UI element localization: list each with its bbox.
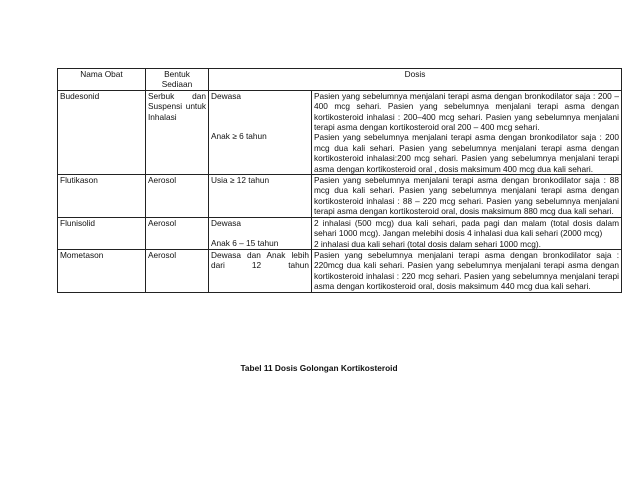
dose-text: 2 inhalasi dua kali sehari (total dosis dalam sehari 1000 mcg). — [314, 238, 541, 249]
dose-text: 2 inhalasi (500 mcg) dua kali sehari, pada pagi dan malam (total dosis dalam sehari 1000 mcg). Jangan melebihi dosis 4 inhalasi dua kali sehari (2000 mcg) — [314, 217, 619, 239]
dosage-form: Aerosol — [146, 217, 209, 249]
dose-text: Pasien yang sebelumnya menjalani terapi asma dengan bronkodilator saja : 88 mcg dua kali sehari. Pasien yang sebelumnya menjalani terapi asma dengan kortikosteroid inhalasi : 88 – 220 mcg sehari. Pasien yang sebelumnya menjalani terapi asma dengan kortikosteroid oral, dosis maksimum 880 mcg dua kali sehari. — [312, 175, 622, 218]
table-row — [58, 249, 622, 292]
dosage-form: Aerosol — [146, 249, 209, 292]
drug-name: Flutikason — [58, 175, 146, 218]
table-caption: Tabel 11 Dosis Golongan Kortikosteroid — [240, 363, 398, 373]
table-row — [58, 217, 622, 249]
table-row — [58, 90, 622, 174]
patient-group: Anak 6 – 15 tahun — [211, 238, 279, 249]
patient-group: Dewasa — [211, 90, 241, 101]
patient-group: Dewasa — [211, 217, 241, 228]
header-dosage-form: Bentuk Sediaan — [146, 69, 209, 91]
table-row — [58, 175, 622, 218]
patient-group: Anak ≥ 6 tahun — [211, 131, 267, 142]
dosage-form: Serbuk dan Suspensi untuk Inhalasi — [146, 90, 209, 174]
dosage-form: Aerosol — [146, 175, 209, 218]
dose-text: Pasien yang sebelumnya menjalani terapi asma dengan bronkodilator saja : 220mcg dua kali sehari. Pasien yang sebelumnya menjalani terapi asma dengan kortikosteroid inhalasi : 220 mcg sehari. Pasien yang sebelumnya menjalani terapi asma dengan kortikosteroid oral, dosis maksimum 440 mcg dua kali sehari. — [312, 249, 622, 292]
patient-group-cell — [209, 217, 312, 249]
drug-name: Flunisolid — [58, 217, 146, 249]
table-header-row — [58, 69, 622, 91]
patient-group: Usia ≥ 12 tahun — [209, 175, 312, 218]
dose-table — [57, 68, 622, 293]
header-dose: Dosis — [209, 69, 622, 91]
dose-text: Pasien yang sebelumnya menjalani terapi asma dengan bronkodilator saja : 200 – 400 mcg sehari. Pasien yang sebelumnya menjalani terapi asma dengan kortikosteroid inhalasi : 200–400 mcg sehari. Pasien yang sebelumnya menjalani terapi asma dengan kortikosteroid oral 200 – 400 mcg sehari. — [314, 90, 619, 133]
dose-cell — [312, 90, 622, 174]
patient-group-cell — [209, 90, 312, 174]
dose-cell — [312, 217, 622, 249]
drug-name: Budesonid — [58, 90, 146, 174]
dose-text: Pasien yang sebelumnya menjalani terapi asma dengan bronkodilator saja : 200 mcg dua kali sehari. Pasien yang sebelumnya menjalani terapi asma dengan kortikosteroid inhalasi:200 mcg sehari. Pasien yang sebelumnya menjalani terapi asma dengan kortikosteroid oral , dosis maksimum 400 mcg dua kali sehari. — [314, 132, 619, 174]
drug-name: Mometason — [58, 249, 146, 292]
patient-group: Dewasa dan Anak lebih dari 12 tahun — [209, 249, 312, 292]
header-drug-name: Nama Obat — [58, 69, 146, 91]
